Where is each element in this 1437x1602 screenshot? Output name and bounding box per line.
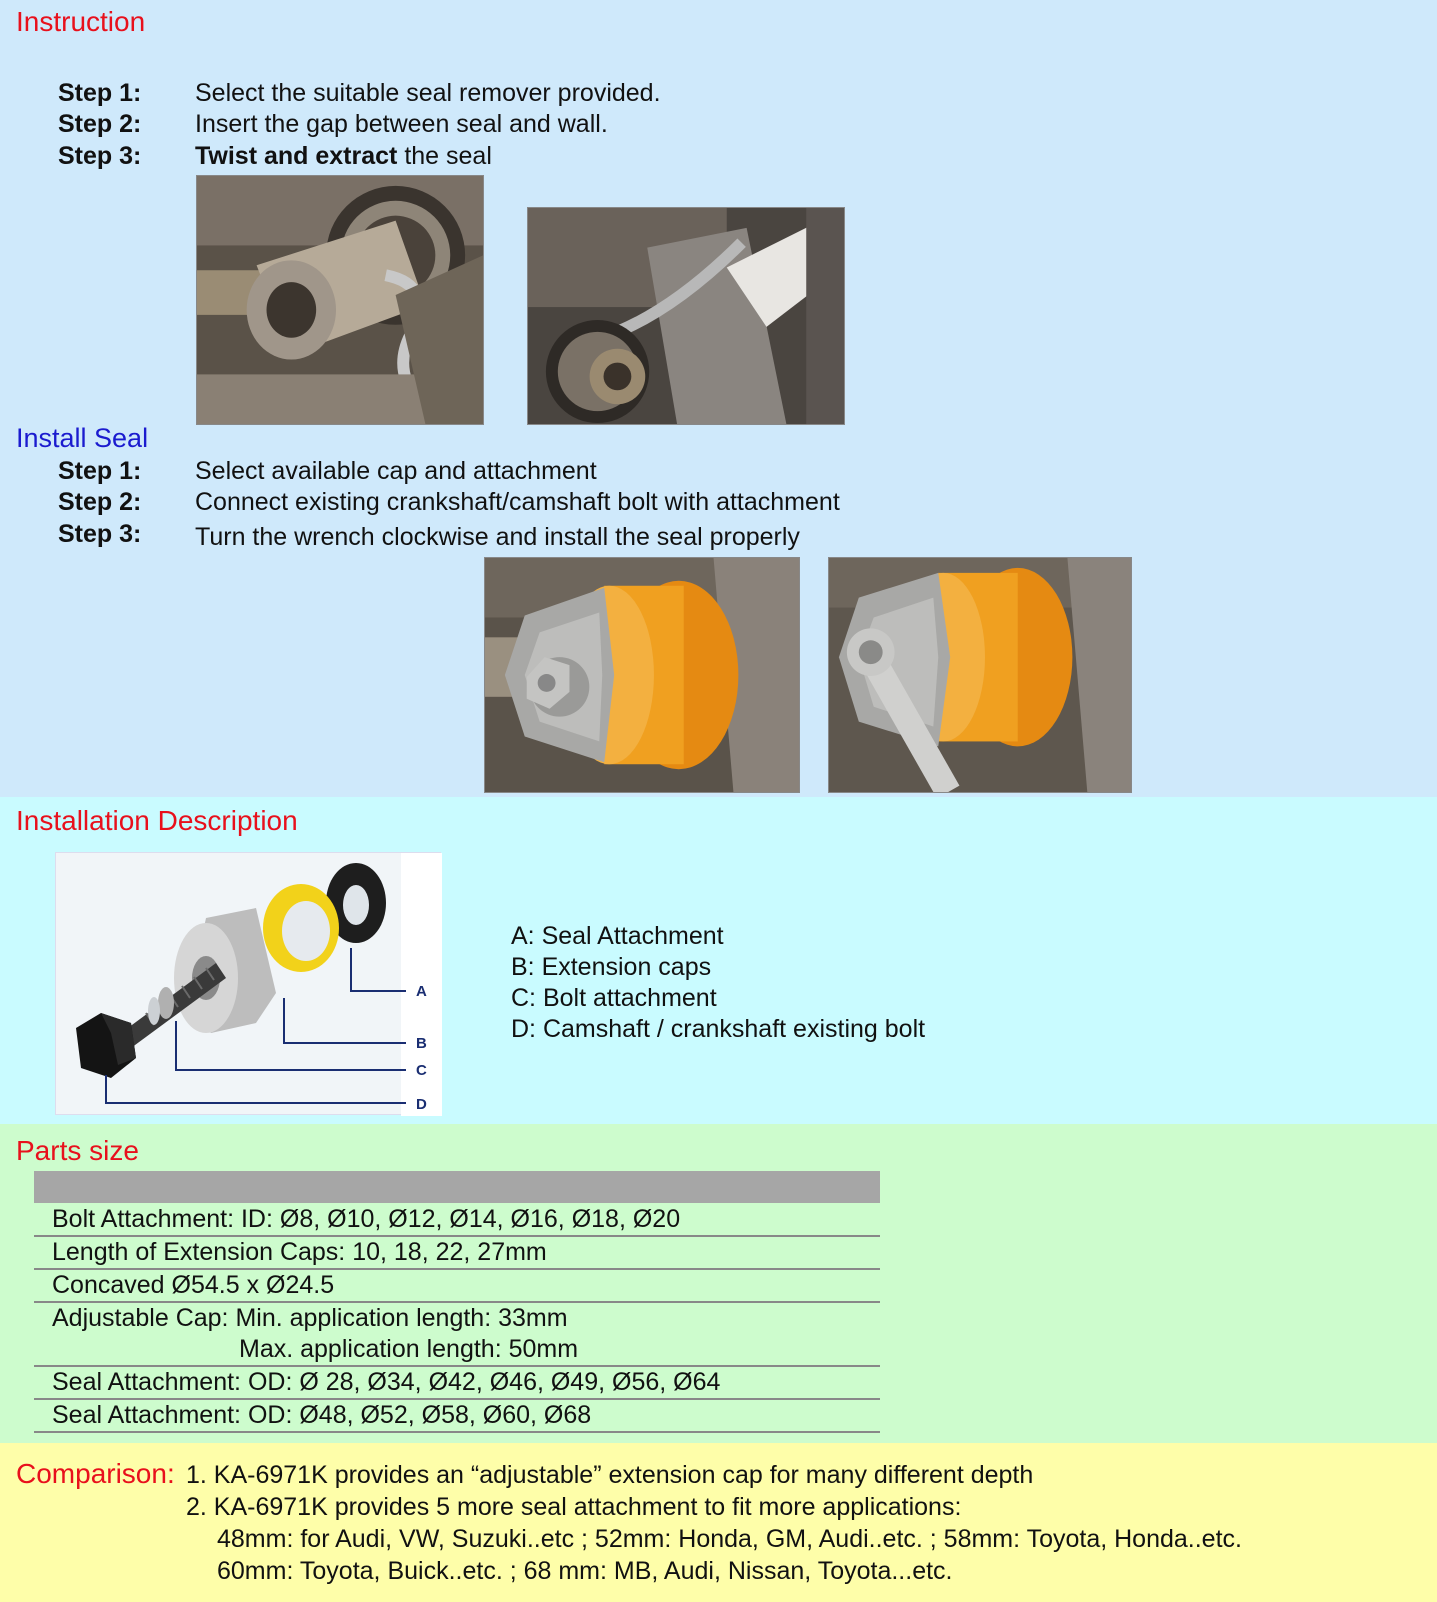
comparison-line-3: 48mm: for Audi, VW, Suzuki..etc ; 52mm: Honda, GM, Audi..etc. ; 58mm: Toyota, Honda..etc. bbox=[217, 1525, 1242, 1553]
parts-row-text: Seal Attachment: OD: Ø48, Ø52, Ø58, Ø60, Ø68 bbox=[52, 1401, 592, 1429]
seal-removal-photo-2 bbox=[527, 207, 845, 425]
comparison-line-1: 1. KA-6971K provides an “adjustable” extension cap for many different depth bbox=[186, 1461, 1034, 1489]
instruction-title: Instruction bbox=[16, 6, 146, 37]
diagram-letter-b: B bbox=[416, 1035, 427, 1052]
parts-row-seal-attachment-2 bbox=[34, 1400, 880, 1433]
instruction-step-3-bold: Twist and extract bbox=[195, 142, 398, 170]
parts-row-text: Concaved Ø54.5 x Ø24.5 bbox=[52, 1271, 335, 1299]
install-step-3-label: Step 3: bbox=[58, 520, 142, 548]
instruction-step-2-label: Step 2: bbox=[58, 110, 142, 138]
instruction-step-3-rest: the seal bbox=[397, 142, 492, 170]
parts-table-header bbox=[34, 1171, 880, 1203]
parts-row-text: Length of Extension Caps: 10, 18, 22, 27mm bbox=[52, 1238, 547, 1266]
instruction-step-1-text: Select the suitable seal remover provided. bbox=[195, 79, 661, 107]
instruction-step-1-label: Step 1: bbox=[58, 79, 142, 107]
install-step-3-text: Turn the wrench clockwise and install the seal properly bbox=[195, 523, 800, 551]
diagram-letter-c: C bbox=[416, 1062, 427, 1079]
install-step-2-label: Step 2: bbox=[58, 488, 142, 516]
instruction-step-3-text bbox=[195, 142, 492, 171]
parts-row-text: Adjustable Cap: Min. application length: 33mm bbox=[52, 1304, 568, 1332]
parts-exploded-diagram bbox=[55, 852, 441, 1115]
legend-item-d: D: Camshaft / crankshaft existing bolt bbox=[511, 1015, 926, 1043]
comparison-line-4: 60mm: Toyota, Buick..etc. ; 68 mm: MB, Audi, Nissan, Toyota...etc. bbox=[217, 1557, 953, 1585]
parts-row-text-continued: Max. application length: 50mm bbox=[239, 1335, 579, 1363]
parts-row-concaved bbox=[34, 1270, 880, 1303]
install-step-1-text: Select available cap and attachment bbox=[195, 457, 597, 485]
parts-size-title: Parts size bbox=[16, 1135, 139, 1166]
instruction-step-3-label: Step 3: bbox=[58, 142, 142, 170]
parts-row-extension-caps bbox=[34, 1237, 880, 1270]
parts-row-adjustable-cap bbox=[34, 1303, 880, 1367]
diagram-letter-a: A bbox=[416, 983, 427, 1000]
legend-item-a: A: Seal Attachment bbox=[511, 922, 724, 950]
seal-install-photo-2 bbox=[828, 557, 1132, 793]
instruction-step-2-text: Insert the gap between seal and wall. bbox=[195, 110, 608, 138]
seal-removal-photo-1 bbox=[196, 175, 484, 425]
seal-install-photo-1 bbox=[484, 557, 800, 793]
legend-item-b: B: Extension caps bbox=[511, 953, 712, 981]
install-seal-title: Install Seal bbox=[16, 423, 149, 453]
parts-row-bolt-attachment bbox=[34, 1204, 880, 1237]
comparison-title: Comparison: bbox=[16, 1458, 175, 1489]
comparison-line-2: 2. KA-6971K provides 5 more seal attachment to fit more applications: bbox=[186, 1493, 962, 1521]
diagram-letter-d: D bbox=[416, 1096, 427, 1113]
install-step-1-label: Step 1: bbox=[58, 457, 142, 485]
installation-description-title: Installation Description bbox=[16, 805, 298, 836]
parts-row-text: Bolt Attachment: ID: Ø8, Ø10, Ø12, Ø14, Ø16, Ø18, Ø20 bbox=[52, 1205, 681, 1233]
install-step-2-text: Connect existing crankshaft/camshaft bolt with attachment bbox=[195, 488, 840, 516]
parts-row-text: Seal Attachment: OD: Ø 28, Ø34, Ø42, Ø46, Ø49, Ø56, Ø64 bbox=[52, 1368, 721, 1396]
legend-item-c: C: Bolt attachment bbox=[511, 984, 717, 1012]
parts-row-seal-attachment-1 bbox=[34, 1367, 880, 1400]
